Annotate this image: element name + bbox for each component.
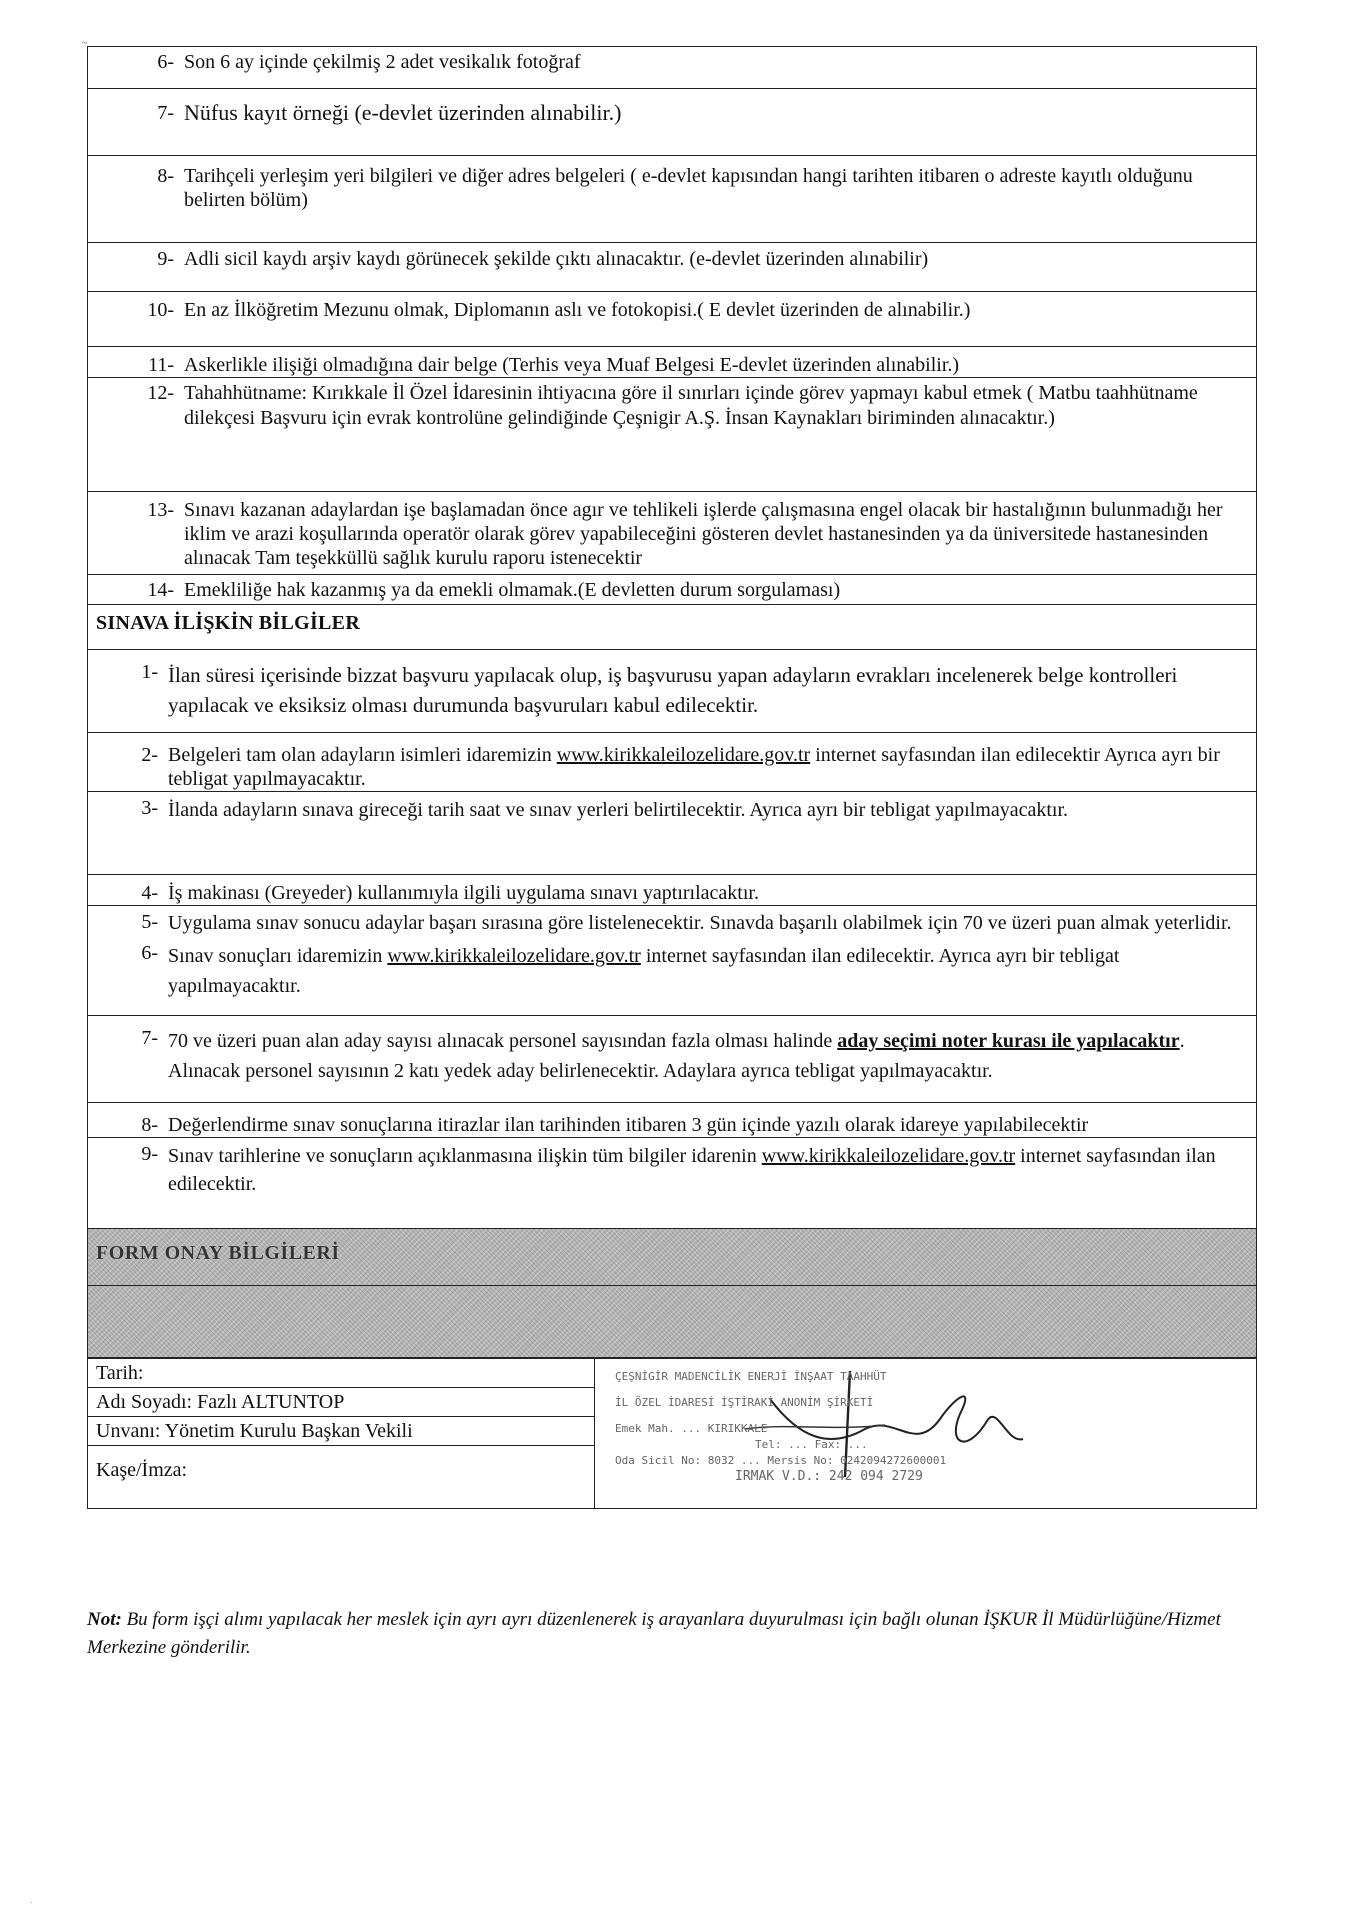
item-text: İlan süresi içerisinde bizzat başvuru yapılacak olup, iş başvurusu yapan adayların evrakları incelenerek belge kontrolleri yapılacak ve eksiksiz olması durumunda başvuruları kabul edilecektir. [168,663,1178,717]
requirement-row [88,47,1257,89]
requirement-row [88,156,1257,243]
item-text: Son 6 ay içinde çekilmiş 2 adet vesikalık fotoğraf [184,51,581,73]
stamp-label: Kaşe/İmza: [96,1459,188,1481]
item-text-part: Belgeleri tam olan adayların isimleri idaremizin [168,744,557,766]
title-label: Unvanı: Yönetim Kurulu Başkan Vekili [96,1420,413,1442]
exam-section-title: SINAVA İLİŞKİN BİLGİLER [96,612,361,634]
title-cell [88,1417,595,1446]
item-text: Değerlendirme sınav sonuçlarına itirazlar ilan tarihinden itibaren 3 gün içinde yazılı olarak idareye yapılabilecektir [168,1114,1089,1136]
item-text: Sınavı kazanan adaylardan işe başlamadan önce agır ve tehlikeli işlerde çalışmasına engel olacak bir hastalığının bulunmadığı her iklim ve arazi koşullarında operatör olarak görev yapabileceğini gösteren devlet hastanesinden ya da üniversitede hastanesinden alınacak Tam teşekküllü sağlık kurulu raporu istenecektir [184,499,1223,569]
stamp-line: Tel: ... Fax: ... [755,1438,868,1451]
item-number: 5- [141,911,158,933]
noter-notice: aday seçimi noter kurası ile yapılacaktır [837,1030,1180,1052]
exam-row [88,1016,1257,1103]
requirement-row [88,243,1257,292]
stamp-line: ÇEŞNİGİR MADENCİLİK ENERJİ İNŞAAT TAAHHÜT [615,1370,887,1383]
item-number: 2- [141,744,158,766]
exam-row [88,733,1257,792]
item-text: Tarihçeli yerleşim yeri bilgileri ve diğer adres belgeleri ( e-devlet kapısından hangi tarihten itibaren o adreste kayıtlı olduğunu belirten bölüm) [184,165,1193,211]
scan-mark: . [30,1895,33,1906]
stamp-label-cell [88,1446,595,1509]
item-number: 11- [148,354,174,376]
footer-note [87,1606,1287,1662]
item-text-part: . Alınacak personel sayısının 2 katı yedek aday belirlenecektir. Adaylara ayrıca tebligat yapılmayacaktır. [168,1030,1185,1082]
exam-row [88,1103,1257,1138]
item-number: 9- [157,248,174,270]
item-text-part: 70 ve üzeri puan alan aday sayısı alınacak personel sayısından fazla olması halinde [168,1030,838,1052]
item-number: 6- [157,51,174,73]
requirement-row [88,89,1257,156]
form-approval-title: FORM ONAY BİLGİLERİ [96,1242,340,1264]
stamp-signature-cell [595,1359,1257,1509]
date-cell [88,1359,595,1388]
item-text [168,743,1248,791]
item-text: Tahahhütname: Kırıkkale İl Özel İdaresinin ihtiyacına göre il sınırları içinde görev yapmayı kabul etmek ( Matbu taahhütname dilekçesi Başvuru için evrak kontrolüne gelindiğinde Çeşnigir A.Ş. İnsan Kaynakları biriminden alınacaktır.) [184,382,1198,429]
item-text [168,1142,1248,1198]
item-number: 12- [147,382,174,404]
form-approval-header-row [88,1229,1257,1286]
scan-mark: ~ [82,38,88,49]
requirement-row [88,575,1257,605]
item-text: En az İlköğretim Mezunu olmak, Diplomanın aslı ve fotokopisi.( E devlet üzerinden de alınabilir.) [184,299,971,321]
date-label: Tarih: [96,1362,144,1384]
item-number: 8- [157,165,174,187]
name-label: Adı Soyadı: Fazlı ALTUNTOP [96,1391,345,1413]
item-number: 3- [141,797,158,819]
stamp-line: Emek Mah. ... KIRIKKALE [615,1422,768,1435]
item-text-part: internet sayfasından ilan edilecektir. [168,1145,1216,1195]
item-text-part: Sınav tarihlerine ve sonuçların açıklanmasına ilişkin tüm bilgiler idarenin [168,1145,762,1167]
item-number: 1- [141,661,158,683]
exam-row [88,792,1257,875]
exam-row [88,650,1257,733]
item-number: 8- [141,1114,158,1136]
item-text: Askerlikle ilişiği olmadığına dair belge (Terhis veya Muaf Belgesi E-devlet üzerinden alınabilir.) [184,354,960,376]
item-number: 10- [147,299,174,321]
item-number: 6- [141,942,158,964]
exam-row [88,906,1257,1016]
item-text: Nüfus kayıt örneği (e-devlet üzerinden alınabilir.) [184,100,622,125]
item-text-part: internet sayfasından ilan edilecektir Ayrıca ayrı bir tebligat yapılmayacaktır. [168,744,1220,790]
item-text [168,941,1248,1001]
item-number: 9- [141,1143,158,1165]
item-text-part: internet sayfasından ilan edilecektir. Ayrıca ayrı bir tebligat yapılmayacaktır. [168,945,1120,997]
stamp-line: İL ÖZEL İDARESİ İŞTİRAKİ ANONİM ŞİRKETİ [615,1396,874,1409]
document-body [87,46,1257,1509]
item-text [168,1026,1248,1086]
item-text: İlanda adayların sınava gireceği tarih saat ve sınav yerleri belirtilecektir. Ayrıca ayrı bir tebligat yapılmayacaktır. [168,799,1069,821]
website-link[interactable]: www.kirikkaleilozelidare.gov.tr [761,1145,1016,1167]
item-text: Adli sicil kaydı arşiv kaydı görünecek şekilde çıktı alınacaktır. (e-devlet üzerinden alınabilir) [184,248,929,270]
name-cell [88,1388,595,1417]
requirement-row [88,378,1257,492]
approval-table [87,1358,1257,1509]
note-text: Bu form işçi alımı yapılacak her meslek için ayrı ayrı düzenlenerek iş arayanlara duyurulması için bağlı olunan İŞKUR İl Müdürlüğüne/Hizmet Merkezine gönderilir. [87,1609,1221,1658]
item-number: 4- [141,882,158,904]
requirement-row [88,292,1257,347]
requirement-row [88,492,1257,575]
item-number: 7- [141,1027,158,1049]
item-number: 7- [157,102,174,124]
exam-row [88,1138,1257,1229]
item-text: Emekliliğe hak kazanmış ya da emekli olmamak.(E devletten durum sorgulaması) [184,579,841,601]
item-number: 14- [147,579,174,601]
website-link[interactable]: www.kirikkaleilozelidare.gov.tr [387,945,641,967]
requirements-table [87,46,1257,1358]
stamp-line: IRMAK V.D.: 242 094 2729 [735,1469,923,1484]
stamp-line: Oda Sicil No: 8032 ... Mersis No: 0242094272600001 [615,1454,947,1467]
item-text: Uygulama sınav sonucu adaylar başarı sırasına göre listelenecektir. Sınavda başarılı olabilmek için 70 ve üzeri puan almak yeterlidir. [168,912,1232,934]
item-text: İş makinası (Greyeder) kullanımıyla ilgili uygulama sınavı yaptırılacaktır. [168,882,759,904]
website-link[interactable]: www.kirikkaleilozelidare.gov.tr [556,744,811,766]
exam-section-header-row [88,605,1257,650]
item-number: 13- [147,499,174,521]
item-text-part: Sınav sonuçları idaremizin [168,945,388,967]
form-approval-shaded-row [88,1286,1257,1358]
note-prefix: Not: [87,1609,122,1630]
exam-row [88,875,1257,906]
requirement-row [88,347,1257,378]
